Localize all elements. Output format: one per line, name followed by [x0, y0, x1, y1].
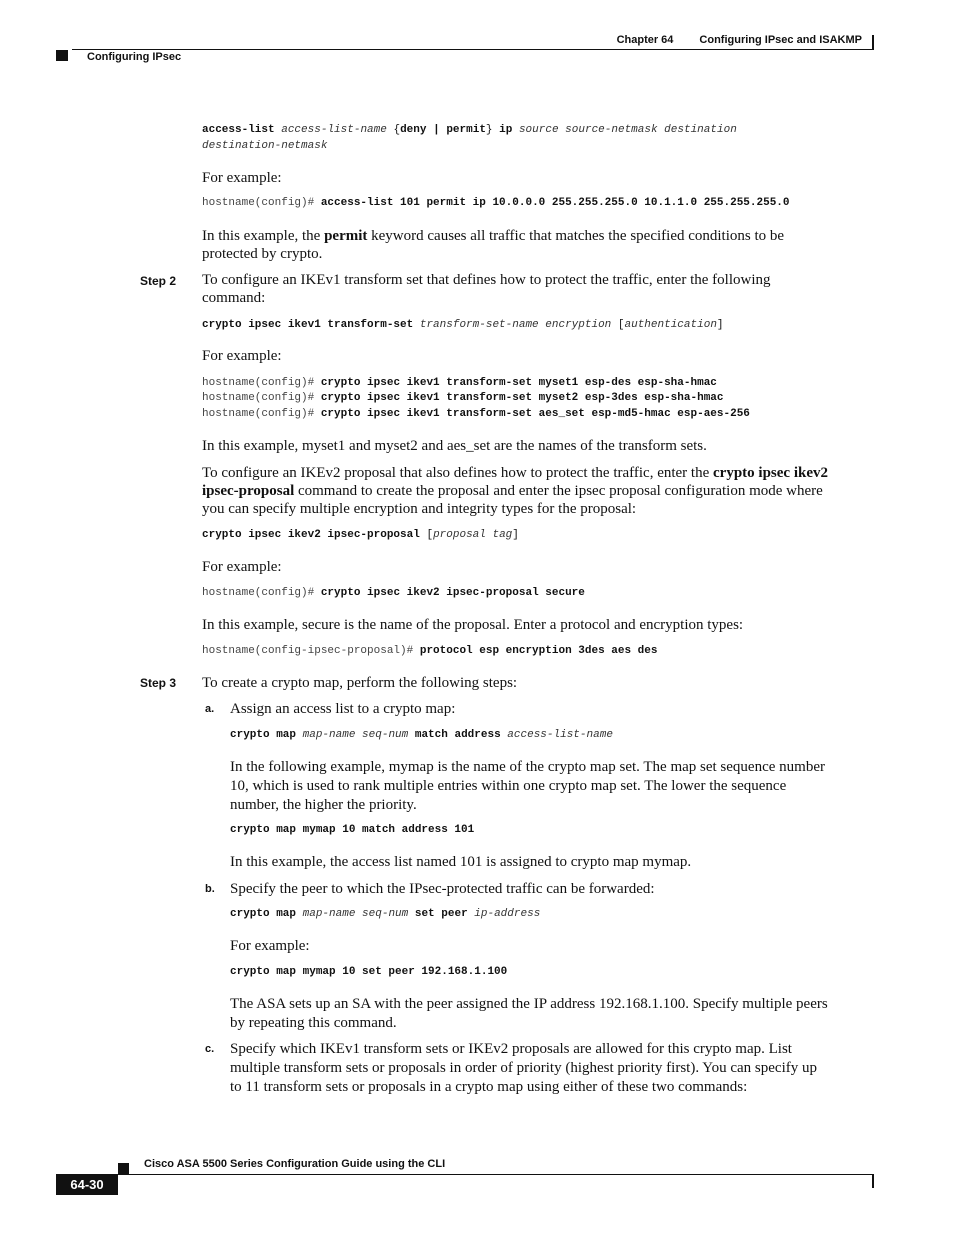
- step-3-label: Step 3: [140, 676, 177, 690]
- footer-marker: [118, 1163, 129, 1174]
- for-example-4: For example:: [230, 938, 310, 954]
- proposal-protocol-command: hostname(config-ipsec-proposal)# protocol esp encryption 3des aes des: [202, 645, 658, 657]
- chapter-title: Configuring IPsec and ISAKMP: [699, 34, 862, 46]
- substep-c-text-line3: to 11 transform sets or proposals in a crypto map using either of these two commands:: [230, 1079, 748, 1095]
- step-2-text-line2: command:: [202, 290, 266, 306]
- ikev2-paragraph-line2: ipsec-proposal command to create the proposal and enter the ipsec proposal configuration mode where: [202, 483, 823, 499]
- transform-set-example: hostname(config)# crypto ipsec ikev1 transform-set myset2 esp-3des esp-sha-hmac: [202, 392, 724, 404]
- transform-set-names-paragraph: In this example, myset1 and myset2 and aes_set are the names of the transform sets.: [202, 438, 707, 454]
- guide-title: Cisco ASA 5500 Series Configuration Guide using the CLI: [144, 1158, 446, 1170]
- permit-paragraph: In this example, the permit keyword causes all traffic that matches the specified conditions to be: [202, 228, 785, 244]
- running-header: [617, 34, 862, 46]
- footer-rule-vertical: [872, 1175, 874, 1188]
- for-example-2: For example:: [202, 348, 282, 364]
- step-3-text: To create a crypto map, perform the following steps:: [202, 675, 518, 691]
- substep-b-label: b.: [205, 883, 215, 895]
- substep-c-label: c.: [205, 1043, 215, 1055]
- substep-b-text: Specify the peer to which the IPsec-protected traffic can be forwarded:: [230, 881, 655, 897]
- transform-set-syntax: crypto ipsec ikev1 transform-set transform-set-name encryption [authentication]: [202, 319, 724, 331]
- crypto-map-peer-syntax: crypto map map-name seq-num set peer ip-address: [230, 908, 541, 920]
- header-rule: [72, 49, 874, 50]
- transform-set-example: hostname(config)# crypto ipsec ikev1 transform-set aes_set esp-md5-hmac esp-aes-256: [202, 408, 750, 420]
- substep-a-result: In this example, the access list named 101 is assigned to crypto map mymap.: [230, 854, 692, 870]
- ikev2-paragraph: To configure an IKEv2 proposal that also defines how to protect the traffic, enter the crypto ipsec ikev2: [202, 465, 828, 481]
- step-2-label: Step 2: [140, 274, 177, 288]
- page-number: 64-30: [56, 1175, 118, 1195]
- header-marker: [56, 50, 68, 61]
- crypto-map-peer-example: crypto map mymap 10 set peer 192.168.1.100: [230, 966, 508, 978]
- substep-a-text: Assign an access list to a crypto map:: [230, 701, 456, 717]
- acl-example: hostname(config)# access-list 101 permit ip 10.0.0.0 255.255.255.0 10.1.1.0 255.255.255.0: [202, 197, 790, 209]
- substep-a-paragraph-line3: number, the higher the priority.: [230, 797, 417, 813]
- substep-a-paragraph-line2: 10, which is used to rank multiple entries within one crypto map set. The lower the sequence: [230, 778, 787, 794]
- substep-b-paragraph-line2: by repeating this command.: [230, 1015, 397, 1031]
- section-title: Configuring IPsec: [87, 51, 182, 63]
- substep-a-label: a.: [205, 703, 215, 715]
- permit-paragraph-line2: protected by crypto.: [202, 246, 323, 262]
- substep-c-text: Specify which IKEv1 transform sets or IKEv2 proposals are allowed for this crypto map. List: [230, 1041, 792, 1057]
- transform-set-example: hostname(config)# crypto ipsec ikev1 transform-set myset1 esp-des esp-sha-hmac: [202, 377, 717, 389]
- step-2-text: To configure an IKEv1 transform set that defines how to protect the traffic, enter the following: [202, 272, 771, 288]
- crypto-map-match-syntax: crypto map map-name seq-num match address access-list-name: [230, 729, 613, 741]
- crypto-map-match-example: crypto map mymap 10 match address 101: [230, 824, 475, 836]
- proposal-example: hostname(config)# crypto ipsec ikev2 ipsec-proposal secure: [202, 587, 585, 599]
- for-example-3: For example:: [202, 559, 282, 575]
- chapter-label: Chapter 64: [616, 34, 674, 46]
- proposal-paragraph: In this example, secure is the name of the proposal. Enter a protocol and encryption types:: [202, 617, 744, 633]
- for-example-1: For example:: [202, 170, 282, 186]
- substep-c-text-line2: multiple transform sets or proposals in order of priority (highest priority first). You can specify up: [230, 1060, 817, 1076]
- footer-rule: [56, 1174, 874, 1175]
- substep-b-paragraph: The ASA sets up an SA with the peer assigned the IP address 192.168.1.100. Specify multiple peers: [230, 996, 828, 1012]
- acl-syntax-line2: destination-netmask: [202, 140, 328, 152]
- header-rule-vertical: [872, 35, 874, 50]
- ikev2-paragraph-line3: you can specify multiple encryption and integrity types for the proposal:: [202, 501, 637, 517]
- substep-a-paragraph: In the following example, mymap is the name of the crypto map set. The map set sequence number: [230, 759, 825, 775]
- acl-syntax-line1: access-list access-list-name {deny | permit} ip source source-netmask destination: [202, 124, 737, 136]
- proposal-syntax: crypto ipsec ikev2 ipsec-proposal [proposal tag]: [202, 529, 519, 541]
